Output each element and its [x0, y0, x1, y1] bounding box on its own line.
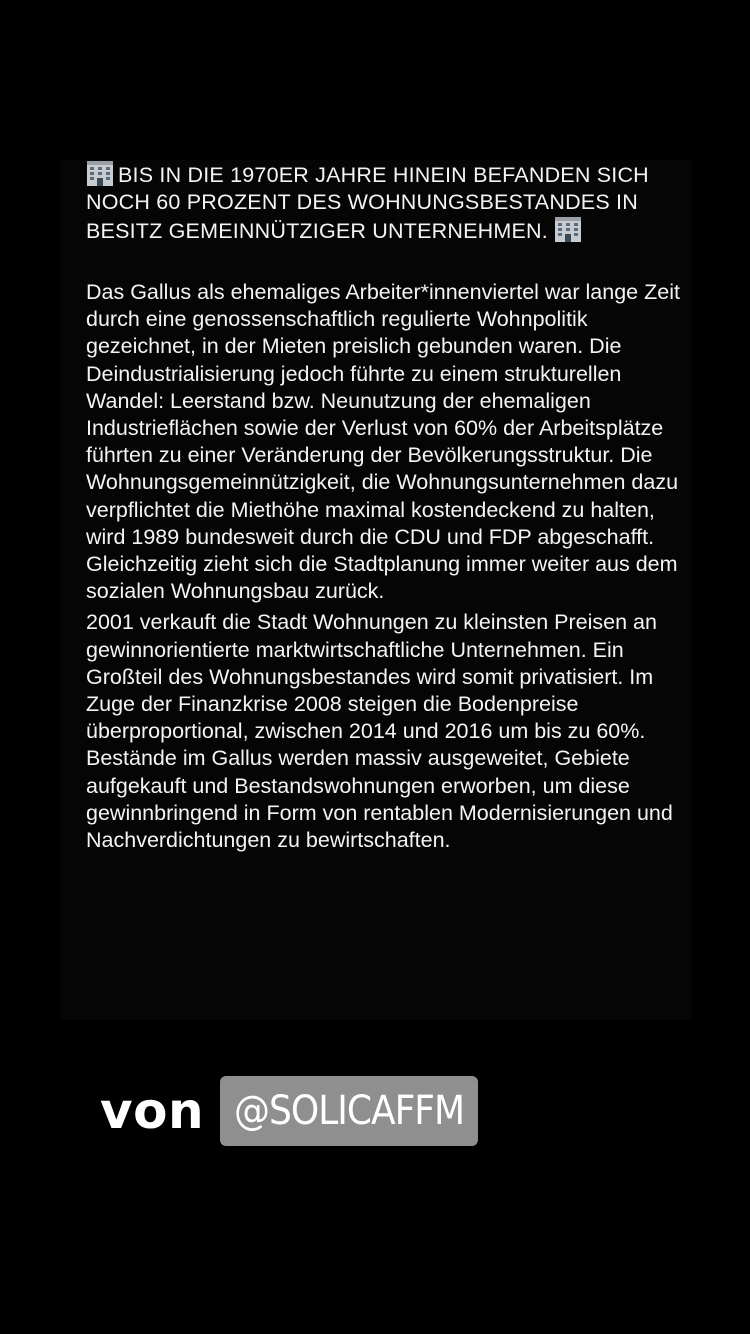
paragraph-gallus-history: Das Gallus als ehemaliges Arbeiter*innenviertel war lange Zeit durch eine genossenschaftlich regulierte Wohnpolitik gezeichnet, in der Mieten preislich gebunden waren. Die Deindustrialisierung jedoch führte zu einem strukturellen Wandel: Leerstand bzw. Neunutzung der ehemaligen Industrieflächen sowie der Verlust von 60% der Arbeitsplätze führten zu einer Veränderung der Bevölkerungsstruktur. Die Wohnungsgemeinnützigkeit, die Wohnungsunternehmen dazu verpflichtet die Miethöhe maximal kostendeckend zu halten, wird 1989 bundesweit durch die CDU und FDP abgeschafft. Gleichzeitig zieht sich die Stadtplanung immer weiter aus dem sozialen Wohnungsbau zurück. — [86, 280, 680, 604]
office-building-icon — [86, 160, 114, 186]
credit-row — [100, 1076, 478, 1146]
paragraph-privatization: 2001 verkauft die Stadt Wohnungen zu kleinsten Preisen an gewinnorientierte marktwirtschaftliche Unternehmen. Ein Großteil des Wohnungsbestandes wird somit privatisiert. Im Zuge der Finanzkrise 2008 steigen die Bodenpreise überproportional, zwischen 2014 und 2016 um bis zu 60%. Bestände im Gallus werden massiv ausgeweitet, Gebiete aufgekauft und Bestandswohnungen erworben, um diese gewinnbringend in Form von rentablen Modernisierungen und Nachverdichtungen zu bewirtschaften. — [86, 610, 673, 853]
office-building-icon — [554, 216, 582, 242]
mention-sticker[interactable]: @SOLICAFFM — [220, 1076, 478, 1146]
headline-text: BIS IN DIE 1970ER JAHRE HINEIN BEFANDEN SICH NOCH 60 PROZENT DES WOHNUNGSBESTANDES IN BESITZ GEMEINNÜTZIGER UNTERNEHMEN. — [86, 163, 649, 243]
credit-prefix: von — [100, 1082, 205, 1140]
headline — [86, 160, 686, 245]
story-text-block — [86, 160, 686, 858]
